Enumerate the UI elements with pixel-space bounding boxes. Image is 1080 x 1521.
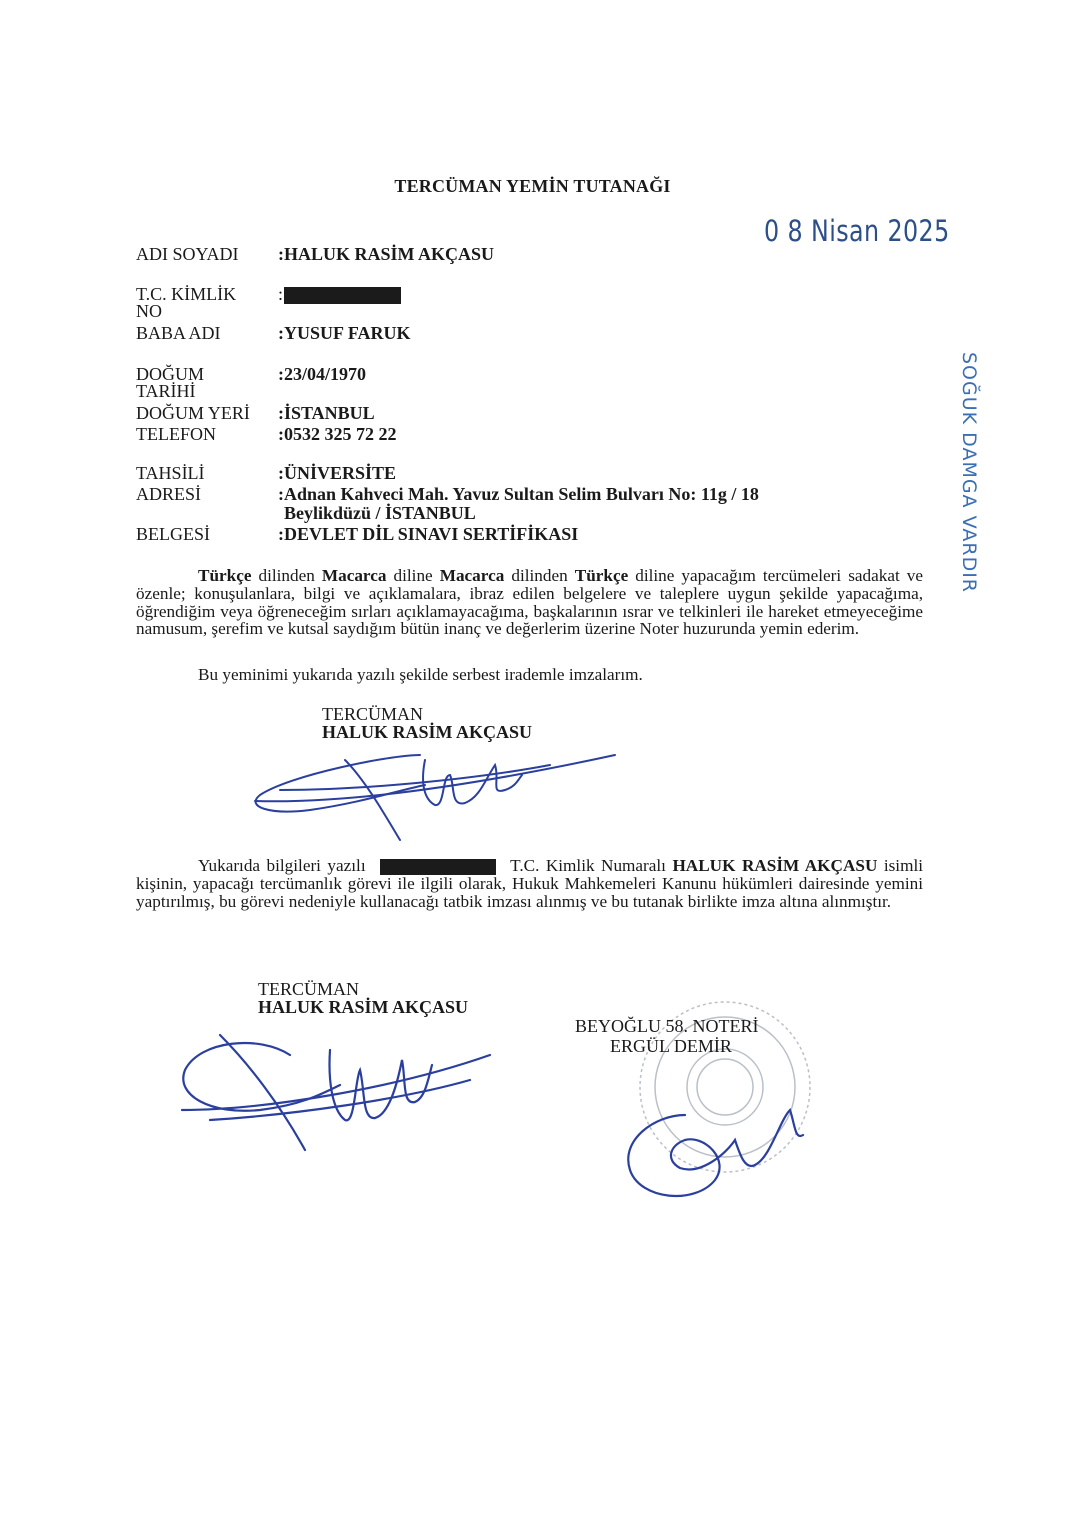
address-value-line1: :Adnan Kahveci Mah. Yavuz Sultan Selim Bulvarı No: 11g / 18 bbox=[278, 484, 759, 504]
address-label: ADRESİ bbox=[136, 484, 202, 504]
signature2-role: TERCÜMAN bbox=[258, 979, 360, 999]
phone-value: :0532 325 72 22 bbox=[278, 424, 397, 444]
notary-text-3: isimli kişinin, yapacağı tercümanlık görevi ile ilgili olarak, Hukuk Mahkemeleri Kanunu hükümleri dairesinde yemini yaptırılmış, bu görevi nedeniyle kullanacağı tatbik imzası alınmış ve bu tutanak birlikte imza altına alınmıştır. bbox=[136, 856, 924, 911]
tc-value bbox=[278, 286, 401, 304]
target-language: Macarca bbox=[321, 566, 387, 585]
birthdate-label-line2: TARİHİ bbox=[136, 381, 196, 401]
oath-text-2: diline bbox=[386, 566, 440, 585]
tc-value-prefix: : bbox=[278, 284, 284, 304]
education-value: :ÜNİVERSİTE bbox=[278, 463, 397, 483]
notary-name: ERGÜL DEMİR bbox=[610, 1036, 732, 1056]
tc-label-line1: T.C. KİMLİK bbox=[136, 284, 237, 304]
birthdate-value: :23/04/1970 bbox=[278, 364, 366, 384]
date-stamp: 0 8 Nisan 2025 bbox=[764, 214, 950, 248]
address-value-line2: Beylikdüzü / İSTANBUL bbox=[284, 503, 476, 523]
name-value: :HALUK RASİM AKÇASU bbox=[278, 244, 495, 264]
certificate-value: :DEVLET DİL SINAVI SERTİFİKASI bbox=[278, 524, 579, 544]
name-label: ADI SOYADI bbox=[136, 244, 239, 264]
notary-paragraph bbox=[136, 857, 923, 911]
oath-text-4: diline yapacağım tercümeleri sadakat ve özenle; konuşulanlara, bilgi ve açıklamalara, ibraz edilen belgelere ve taleplere uygun şekilde yapacağıma, öğrendiğim veya öğreneceğim sırları açıklamayacağıma, başkalarının ısrar ve telkinleri ile hareket etmeyeceğime namusum, şerefim ve kutsal saydığım bütün inanç ve değerlerim üzerine Noter huzurunda yemin ederim. bbox=[136, 566, 923, 639]
signature1-name: HALUK RASİM AKÇASU bbox=[322, 722, 533, 742]
signature-1 bbox=[250, 735, 630, 855]
tc-label-line2: NO bbox=[136, 301, 162, 321]
oath-signature-line: Bu yeminimi yukarıda yazılı şekilde serbest irademle imzalarım. bbox=[198, 665, 643, 684]
cold-stamp-text: SOĞUK DAMGA VARDIR bbox=[958, 352, 980, 594]
source-language-2: Macarca bbox=[439, 566, 505, 585]
target-language-2: Türkçe bbox=[574, 566, 629, 585]
notary-signature bbox=[615, 1060, 815, 1210]
tc-redaction bbox=[284, 287, 401, 304]
oath-text-1: dilinden bbox=[251, 566, 322, 585]
father-value: :YUSUF FARUK bbox=[278, 323, 411, 343]
document-title: TERCÜMAN YEMİN TUTANAĞI bbox=[394, 176, 671, 196]
phone-label: TELEFON bbox=[136, 424, 216, 444]
certificate-label: BELGESİ bbox=[136, 524, 210, 544]
notary-office: BEYOĞLU 58. NOTERİ bbox=[575, 1016, 759, 1036]
cold-stamp bbox=[944, 352, 984, 652]
signature2-name: HALUK RASİM AKÇASU bbox=[258, 997, 469, 1017]
notary-text-1: Yukarıda bilgileri yazılı bbox=[198, 856, 366, 875]
signature1-role: TERCÜMAN bbox=[322, 704, 424, 724]
birthplace-label: DOĞUM YERİ bbox=[136, 403, 250, 423]
birthdate-label-line1: DOĞUM bbox=[136, 364, 205, 384]
oath-paragraph bbox=[136, 567, 923, 638]
oath-text-3: dilinden bbox=[504, 566, 575, 585]
notary-name-ref: HALUK RASİM AKÇASU bbox=[672, 856, 878, 875]
notary-text-2: T.C. Kimlik Numaralı bbox=[510, 856, 666, 875]
signature-2 bbox=[170, 1010, 500, 1160]
birthplace-value: :İSTANBUL bbox=[278, 403, 375, 423]
tc-redaction-2 bbox=[380, 859, 496, 875]
education-label: TAHSİLİ bbox=[136, 463, 205, 483]
father-label: BABA ADI bbox=[136, 323, 221, 343]
source-language: Türkçe bbox=[198, 566, 252, 585]
